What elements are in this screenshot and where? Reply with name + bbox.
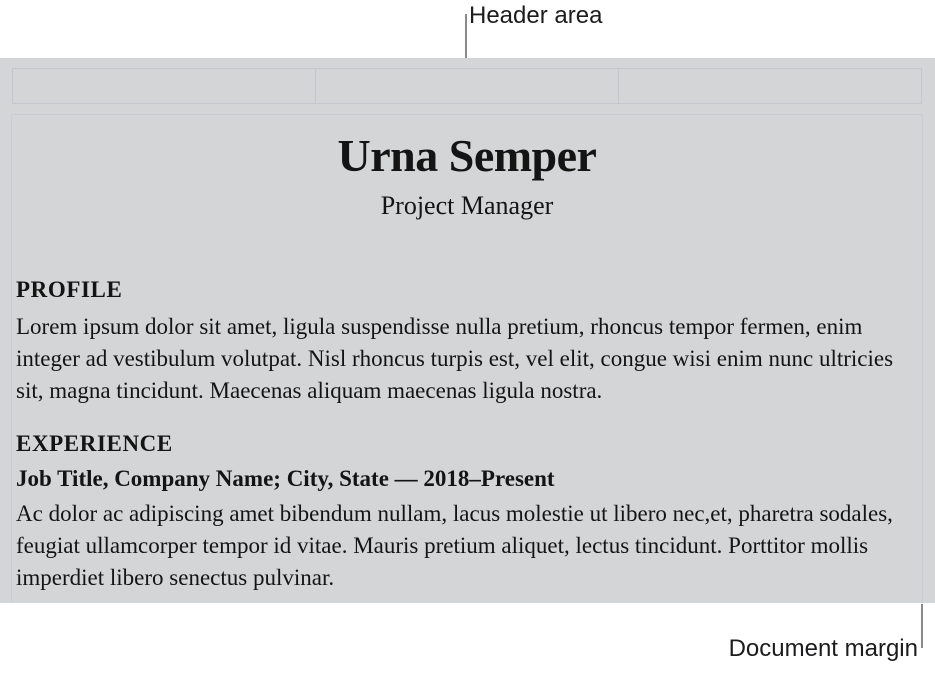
document-margin-callout-label: Document margin — [728, 635, 918, 662]
header-cell-right[interactable] — [618, 68, 922, 104]
experience-job-title-line: Job Title, Company Name; City, State — 2018–Present — [16, 466, 555, 491]
document-page — [0, 58, 935, 603]
experience-paragraph: Ac dolor ac adipiscing amet bibendum nullam, lacus molestie ut libero nec,et, pharetra sodales, feugiat ullamcorper tempor id vitae. Mauris pretium aliquet, lectus tincidunt. Porttitor mollis imperdiet libero senectus pulvinar. — [16, 501, 893, 590]
header-area — [12, 68, 922, 104]
profile-paragraph: Lorem ipsum dolor sit amet, ligula suspendisse nulla pretium, rhoncus tempor fermen, enim integer ad vestibulum volutpat. Nisl rhoncus turpis est, vel elit, congue wisi enim nunc ultricies sit, magna tincidunt. Maecenas aliquam maecenas ligula nostra. — [16, 314, 894, 403]
section-heading-profile: PROFILE — [16, 277, 123, 302]
document-title: Urna Semper — [337, 130, 597, 181]
header-cell-center[interactable] — [315, 68, 618, 104]
header-area-callout-label: Header area — [469, 2, 603, 29]
document-subtitle: Project Manager — [380, 191, 554, 220]
document-margin-pointer-line — [921, 604, 923, 648]
document-body-text-box[interactable] — [11, 114, 923, 603]
section-heading-experience: EXPERIENCE — [16, 431, 173, 456]
header-cell-left[interactable] — [12, 68, 315, 104]
